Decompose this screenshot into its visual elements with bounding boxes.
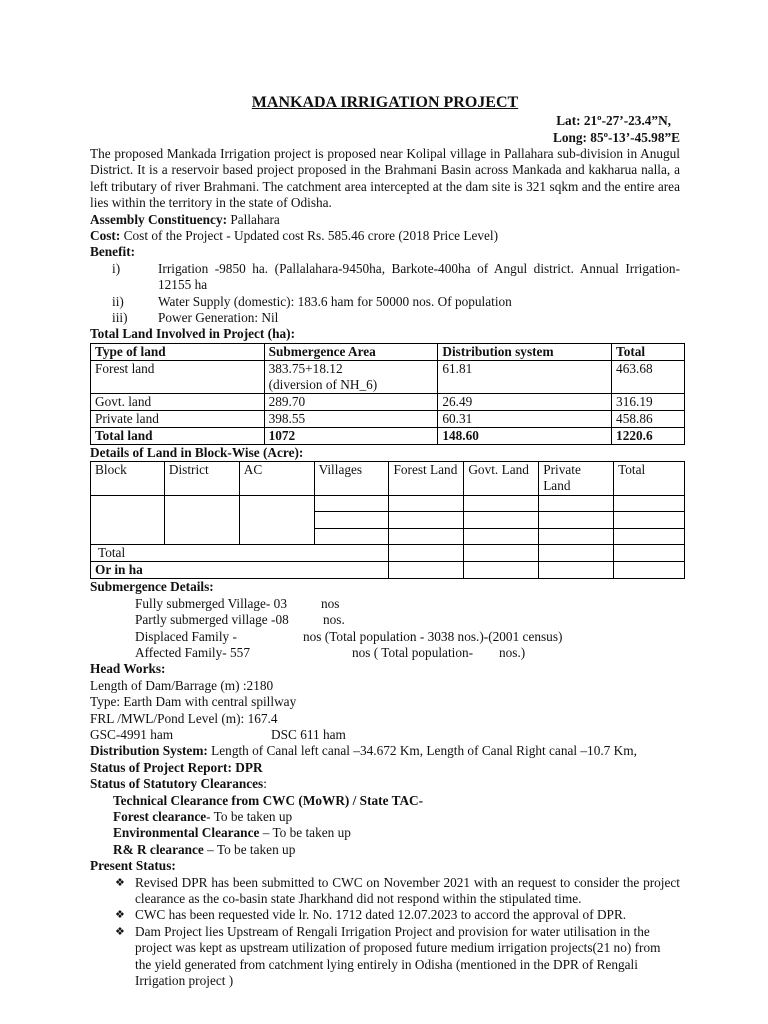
submergence-line <box>90 612 680 628</box>
table-cell <box>389 512 464 529</box>
table-cell <box>539 545 614 562</box>
table-header: AC <box>239 462 314 496</box>
benefit-num: i) <box>112 260 121 276</box>
table-header-row <box>91 462 685 496</box>
table-cell <box>464 529 539 545</box>
benefit-item <box>90 310 680 326</box>
dam-length: Length of Dam/Barrage (m) :2180 <box>90 677 274 693</box>
assembly-value: Pallahara <box>227 211 280 227</box>
submergence-text: Displaced Family - <box>135 628 237 644</box>
benefit-heading <box>90 244 680 260</box>
cost-value: Cost of the Project - Updated cost Rs. 585.46 crore (2018 Price Level) <box>120 228 499 244</box>
cost-label: Cost: <box>90 228 121 244</box>
distribution-value: Length of Canal left canal –34.672 Km, Length of Canal Right canal –10.7 Km, <box>207 743 637 759</box>
table-header: Block <box>91 462 165 496</box>
table-cell <box>389 562 464 579</box>
diamond-bullet-icon: ❖ <box>115 909 125 922</box>
submergence-line <box>90 645 680 661</box>
submergence-text: nos ( Total population- <box>352 644 474 660</box>
table-cell <box>264 360 438 393</box>
clearances-heading-text: Status of Statutory Clearances <box>90 776 264 792</box>
table-cell: 61.81 <box>438 360 612 393</box>
latitude: Lat: 21º-27’-23.4”N, <box>556 113 671 128</box>
gsc-value: GSC-4991 ham <box>90 726 174 742</box>
distribution-line <box>90 743 680 759</box>
submergence-line <box>90 629 680 645</box>
document-page <box>90 94 680 989</box>
table-cell: Forest land <box>91 360 265 393</box>
table-header: Submergence Area <box>264 343 438 360</box>
submergence-text: nos.) <box>499 644 526 660</box>
table-cell: 60.31 <box>438 410 612 427</box>
block-heading-text: Details of Land in Block-Wise (Acre): <box>90 444 304 460</box>
table-row <box>91 496 685 512</box>
submergence-text: nos. <box>323 612 345 628</box>
forest-clearance-label: Forest clearance <box>113 808 207 824</box>
table-cell: 1072 <box>264 427 438 444</box>
table-row <box>91 393 685 410</box>
table-total-row <box>91 545 685 562</box>
report-line <box>90 760 680 776</box>
status-bullet <box>90 875 680 908</box>
table-header: Villages <box>314 462 389 496</box>
block-table <box>90 461 685 579</box>
table-header: Private Land <box>539 462 614 496</box>
assembly-label: Assembly Constituency: <box>90 211 228 227</box>
block-heading <box>90 445 680 461</box>
clearances-colon: : <box>263 776 267 792</box>
head-works-heading-text: Head Works: <box>90 661 166 677</box>
benefit-num: ii) <box>112 293 124 309</box>
table-header: District <box>164 462 239 496</box>
land-heading-text: Total Land Involved in Project (ha): <box>90 326 296 342</box>
table-cell <box>91 545 389 562</box>
table-cell <box>91 496 165 545</box>
table-header: Govt. Land <box>464 462 539 496</box>
status-text: Revised DPR has been submitted to CWC on November 2021 with an request to consider the project clearance as the co-basin state Jharkhand did not respond within the stipulated time. <box>135 874 680 906</box>
status-bullet <box>90 907 680 923</box>
table-cell <box>614 512 685 529</box>
assembly-line <box>90 212 680 228</box>
report-value: DPR <box>231 759 263 775</box>
benefit-text: Water Supply (domestic): 183.6 ham for 50000 nos. Of population <box>158 293 512 309</box>
table-cell <box>464 562 539 579</box>
forest-clearance-value: - To be taken up <box>206 808 293 824</box>
table-cell <box>464 496 539 512</box>
table-header: Total <box>612 343 685 360</box>
table-cell: Total land <box>91 427 265 444</box>
table-cell: 26.49 <box>438 393 612 410</box>
table-cell <box>539 512 614 529</box>
table-cell <box>164 496 239 545</box>
report-label: Status of Project Report: <box>90 759 232 775</box>
table-cell <box>314 529 389 545</box>
table-cell <box>464 545 539 562</box>
longitude: Long: 85º-13’-45.98”E <box>552 130 680 145</box>
dsc-value: DSC 611 ham <box>271 726 346 742</box>
forest-clearance <box>90 809 680 825</box>
benefit-num: iii) <box>112 310 128 326</box>
benefit-text: Power Generation: Nil <box>158 310 279 326</box>
table-cell: 398.55 <box>264 410 438 427</box>
dam-type: Type: Earth Dam with central spillway <box>90 694 297 710</box>
table-cell <box>614 545 685 562</box>
forest-submergence: 383.75+18.12 <box>268 360 343 376</box>
submergence-text: Partly submerged village -08 <box>135 612 289 628</box>
table-total-row <box>91 427 685 444</box>
table-cell <box>389 545 464 562</box>
table-cell <box>464 512 539 529</box>
table-cell <box>614 562 685 579</box>
submergence-heading-text: Submergence Details: <box>90 579 214 595</box>
submergence-text: Affected Family- 557 <box>135 644 250 660</box>
submergence-text: Fully submerged Village- 03 <box>135 595 287 611</box>
page-title: MANKADA IRRIGATION PROJECT <box>251 94 519 111</box>
table-header: Distribution system <box>438 343 612 360</box>
rr-clearance <box>90 842 680 858</box>
present-status-heading-text: Present Status: <box>90 858 176 874</box>
table-cell <box>389 496 464 512</box>
table-cell <box>539 496 614 512</box>
diamond-bullet-icon: ❖ <box>115 876 125 889</box>
table-cell <box>91 562 389 579</box>
status-text: Dam Project lies Upstream of Rengali Irrigation Project and provision for water utilisation in the project was kept as upstream utilization of proposed future medium irrigation projects(21 no) from the yield generated from catchment lying entirely in Odisha (mentioned in the DPR of Rengali Irrigation project ) <box>135 923 661 989</box>
coordinates <box>90 112 680 146</box>
table-row <box>91 410 685 427</box>
table-cell: 1220.6 <box>612 427 685 444</box>
submergence-line <box>90 596 680 612</box>
frl-line: FRL /MWL/Pond Level (m): 167.4 <box>90 710 278 726</box>
block-total-label: Total <box>98 545 126 561</box>
table-cell <box>539 529 614 545</box>
land-heading <box>90 326 680 342</box>
table-cell <box>314 512 389 529</box>
table-cell <box>389 529 464 545</box>
tech-clearance-text: Technical Clearance from CWC (MoWR) / State TAC- <box>113 792 424 808</box>
table-cell: 289.70 <box>264 393 438 410</box>
present-status-heading <box>90 858 680 874</box>
submergence-text: nos (Total population - 3038 nos.)-(2001 census) <box>303 628 563 644</box>
env-clearance-value: – To be taken up <box>259 825 351 841</box>
head-works-heading <box>90 661 680 677</box>
table-cell: 148.60 <box>438 427 612 444</box>
table-cell <box>614 496 685 512</box>
table-cell <box>314 496 389 512</box>
tech-clearance <box>90 793 680 809</box>
block-ha-label: Or in ha <box>95 562 143 578</box>
gsc-dsc-line <box>90 727 680 743</box>
table-header-row <box>91 343 685 360</box>
rr-clearance-value: – To be taken up <box>203 841 296 857</box>
table-header: Forest Land <box>389 462 464 496</box>
table-header: Type of land <box>91 343 265 360</box>
status-text: CWC has been requested vide lr. No. 1712 dated 12.07.2023 to accord the approval of DPR. <box>135 907 627 923</box>
benefit-item <box>90 261 680 294</box>
table-cell <box>239 496 314 545</box>
land-table <box>90 343 685 445</box>
submergence-text: nos <box>321 595 340 611</box>
table-ha-row <box>91 562 685 579</box>
table-row <box>91 360 685 393</box>
table-cell <box>614 529 685 545</box>
benefit-label: Benefit: <box>90 244 136 260</box>
cost-line <box>90 228 680 244</box>
env-clearance <box>90 825 680 841</box>
intro-paragraph: The proposed Mankada Irrigation project is proposed near Kolipal village in Pallahara sub-division in Anugul District. It is a reservoir based project proposed in the Brahmani Basin across Mankada and kakharua nalla, a left tributary of river Brahmani. The catchment area intercepted at the dam site is 321 sqkm and the entire area lies within the territory in the state of Odisha. <box>90 146 680 211</box>
benefit-item <box>90 294 680 310</box>
distribution-label: Distribution System: <box>90 743 208 759</box>
forest-note: (diversion of NH_6) <box>268 376 378 392</box>
diamond-bullet-icon: ❖ <box>115 925 125 938</box>
table-cell: 463.68 <box>612 360 685 393</box>
table-cell <box>539 562 614 579</box>
table-header: Total <box>614 462 685 496</box>
clearances-heading <box>90 776 680 792</box>
table-cell: Govt. land <box>91 393 265 410</box>
benefit-text: Irrigation -9850 ha. (Pallalahara-9450ha, Barkote-400ha of Angul district. Annual Irrigation-12155 ha <box>158 260 680 293</box>
status-bullet <box>90 924 680 990</box>
table-cell: 458.86 <box>612 410 685 427</box>
env-clearance-label: Environmental Clearance <box>113 825 260 841</box>
submergence-heading <box>90 579 680 595</box>
table-cell: 316.19 <box>612 393 685 410</box>
rr-clearance-label: R& R clearance <box>113 841 204 857</box>
table-cell: Private land <box>91 410 265 427</box>
